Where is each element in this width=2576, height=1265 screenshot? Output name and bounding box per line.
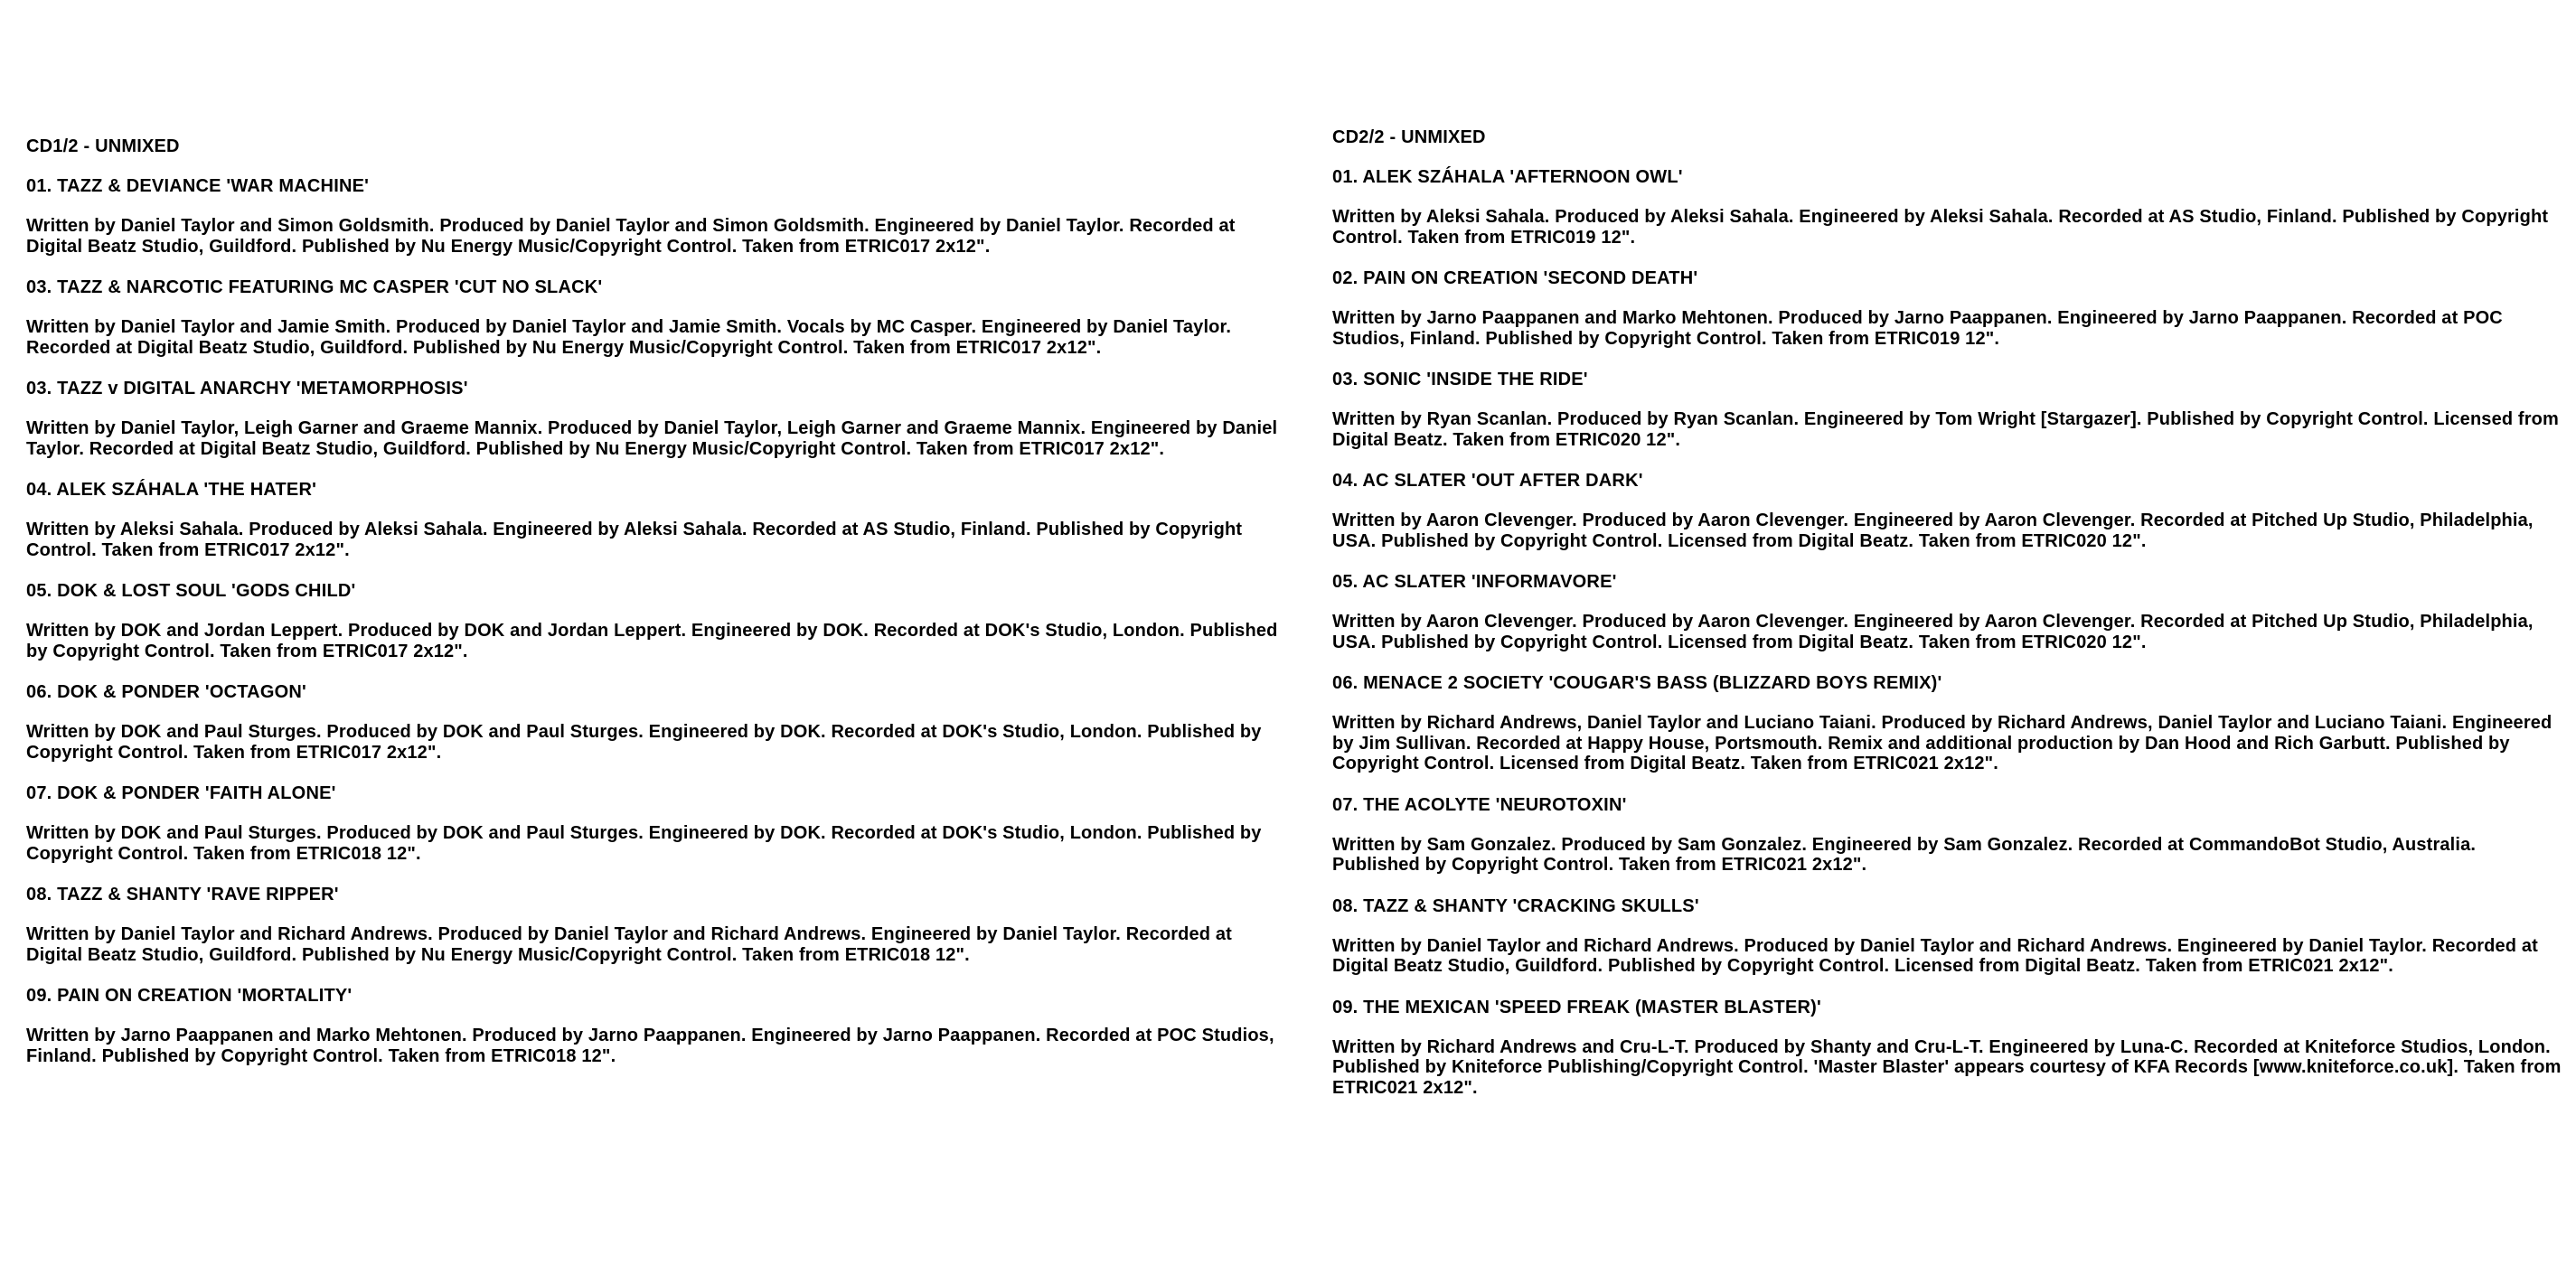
track-title: 06. MENACE 2 SOCIETY 'COUGAR'S BASS (BLIZZARD BOYS REMIX)'	[1332, 673, 1942, 693]
track-credits: Written by DOK and Jordan Leppert. Produced by DOK and Jordan Leppert. Engineered by DOK. Recorded at DOK's Studio, London. Published by Copyright Control. Taken from ETRIC017 2x12".	[26, 621, 1278, 661]
track-item	[26, 782, 1292, 864]
disc2-heading: CD2/2 - UNMIXED	[1332, 127, 1486, 147]
track-item	[1332, 166, 2562, 248]
track-credits: Written by Aleksi Sahala. Produced by Aleksi Sahala. Engineered by Aleksi Sahala. Recorded at AS Studio, Finland. Published by Copyright Control. Taken from ETRIC017 2x12".	[26, 520, 1243, 560]
track-credits: Written by Daniel Taylor and Richard Andrews. Produced by Daniel Taylor and Richard Andrews. Engineered by Daniel Taylor. Recorded at Digital Beatz Studio, Guildford. Published by Copyright Control. Licensed from Digital Beatz. Taken from ETRIC021 2x12".	[1332, 935, 2538, 976]
track-credits: Written by DOK and Paul Sturges. Produced by DOK and Paul Sturges. Engineered by DOK. Recorded at DOK's Studio, London. Published by Copyright Control. Taken from ETRIC017 2x12".	[26, 722, 1262, 763]
track-item	[26, 276, 1292, 358]
track-credits: Written by Aaron Clevenger. Produced by Aaron Clevenger. Engineered by Aaron Clevenger. Recorded at Pitched Up Studio, Philadelphia, USA. Published by Copyright Control. Licensed from Digital Beatz. Taken from ETRIC020 12".	[1332, 511, 2534, 551]
track-title: 07. THE ACOLYTE 'NEUROTOXIN'	[1332, 794, 1627, 815]
track-item	[26, 681, 1292, 763]
track-item	[26, 884, 1292, 965]
track-credits: Written by Daniel Taylor and Simon Goldsmith. Produced by Daniel Taylor and Simon Goldsmith. Engineered by Daniel Taylor. Recorded at Digital Beatz Studio, Guildford. Published by Nu Energy Music/Copyright Control. Taken from ETRIC017 2x12".	[26, 216, 1236, 257]
track-item	[26, 378, 1292, 459]
track-title: 02. PAIN ON CREATION 'SECOND DEATH'	[1332, 268, 1698, 288]
track-item	[1332, 571, 2562, 652]
track-credits: Written by DOK and Paul Sturges. Produced by DOK and Paul Sturges. Engineered by DOK. Recorded at DOK's Studio, London. Published by Copyright Control. Taken from ETRIC018 12".	[26, 823, 1262, 864]
track-item	[26, 175, 1292, 257]
track-item	[1332, 369, 2562, 450]
track-credits: Written by Aaron Clevenger. Produced by Aaron Clevenger. Engineered by Aaron Clevenger. Recorded at Pitched Up Studio, Philadelphia, USA. Published by Copyright Control. Licensed from Digital Beatz. Taken from ETRIC020 12".	[1332, 612, 2534, 652]
track-item	[1332, 794, 2562, 876]
track-title: 08. TAZZ & SHANTY 'CRACKING SKULLS'	[1332, 895, 1699, 916]
track-item	[26, 985, 1292, 1066]
track-credits: Written by Jarno Paappanen and Marko Mehtonen. Produced by Jarno Paappanen. Engineered by Jarno Paappanen. Recorded at POC Studios, Finland. Published by Copyright Control. Taken from ETRIC019 12".	[1332, 308, 2503, 349]
track-item	[26, 479, 1292, 560]
track-credits: Written by Richard Andrews and Cru-L-T. Produced by Shanty and Cru-L-T. Engineered by Luna-C. Recorded at Kniteforce Studios, London. Published by Kniteforce Publishing/Copyright Control. 'Master Blaster' appears courtesy of KFA Records [www.kniteforce.co.uk]. Taken from ETRIC021 2x12".	[1332, 1036, 2562, 1098]
track-title: 08. TAZZ & SHANTY 'RAVE RIPPER'	[26, 885, 339, 904]
track-item	[26, 580, 1292, 661]
disc1-column	[26, 136, 1292, 1086]
track-credits: Written by Jarno Paappanen and Marko Mehtonen. Produced by Jarno Paappanen. Engineered by Jarno Paappanen. Recorded at POC Studios, Finland. Published by Copyright Control. Taken from ETRIC018 12".	[26, 1026, 1274, 1066]
track-item	[1332, 895, 2562, 977]
track-title: 04. AC SLATER 'OUT AFTER DARK'	[1332, 471, 1643, 491]
track-title: 01. ALEK SZÁHALA 'AFTERNOON OWL'	[1332, 167, 1683, 187]
track-title: 09. THE MEXICAN 'SPEED FREAK (MASTER BLASTER)'	[1332, 997, 1821, 1017]
track-credits: Written by Sam Gonzalez. Produced by Sam Gonzalez. Engineered by Sam Gonzalez. Recorded at CommandoBot Studio, Australia. Published by Copyright Control. Taken from ETRIC021 2x12".	[1332, 834, 2477, 875]
track-title: 04. ALEK SZÁHALA 'THE HATER'	[26, 480, 317, 500]
track-item	[1332, 470, 2562, 551]
track-title: 03. TAZZ v DIGITAL ANARCHY 'METAMORPHOSIS'	[26, 379, 468, 398]
track-item	[1332, 267, 2562, 349]
track-title: 06. DOK & PONDER 'OCTAGON'	[26, 682, 306, 702]
track-title: 03. SONIC 'INSIDE THE RIDE'	[1332, 370, 1588, 389]
track-title: 09. PAIN ON CREATION 'MORTALITY'	[26, 986, 353, 1006]
track-title: 03. TAZZ & NARCOTIC FEATURING MC CASPER 'CUT NO SLACK'	[26, 277, 603, 297]
track-item	[1332, 672, 2562, 774]
track-credits: Written by Daniel Taylor and Richard Andrews. Produced by Daniel Taylor and Richard Andrews. Engineered by Daniel Taylor. Recorded at Digital Beatz Studio, Guildford. Published by Nu Energy Music/Copyright Control. Taken from ETRIC018 12".	[26, 924, 1232, 965]
track-title: 05. AC SLATER 'INFORMAVORE'	[1332, 572, 1617, 592]
track-credits: Written by Daniel Taylor and Jamie Smith. Produced by Daniel Taylor and Jamie Smith. Vocals by MC Casper. Engineered by Daniel Taylor. Recorded at Digital Beatz Studio, Guildford. Published by Nu Energy Music/Copyright Control. Taken from ETRIC017 2x12".	[26, 317, 1232, 358]
track-title: 01. TAZZ & DEVIANCE 'WAR MACHINE'	[26, 176, 370, 196]
disc2-column	[1332, 126, 2562, 1118]
track-credits: Written by Aleksi Sahala. Produced by Aleksi Sahala. Engineered by Aleksi Sahala. Recorded at AS Studio, Finland. Published by Copyright Control. Taken from ETRIC019 12".	[1332, 207, 2549, 248]
track-item	[1332, 997, 2562, 1099]
track-credits: Written by Ryan Scanlan. Produced by Ryan Scanlan. Engineered by Tom Wright [Stargazer]. Published by Copyright Control. Licensed from Digital Beatz. Taken from ETRIC020 12".	[1332, 409, 2559, 450]
track-credits: Written by Daniel Taylor, Leigh Garner and Graeme Mannix. Produced by Daniel Taylor, Leigh Garner and Graeme Mannix. Engineered by Daniel Taylor. Recorded at Digital Beatz Studio, Guildford. Published by Nu Energy Music/Copyright Control. Taken from ETRIC017 2x12".	[26, 418, 1278, 459]
track-credits: Written by Richard Andrews, Daniel Taylor and Luciano Taiani. Produced by Richard Andrews, Daniel Taylor and Luciano Taiani. Engineered by Jim Sullivan. Recorded at Happy House, Portsmouth. Remix and additional production by Dan Hood and Rich Garbutt. Published by Copyright Control. Licensed from Digital Beatz. Taken from ETRIC021 2x12".	[1332, 713, 2552, 773]
disc1-heading: CD1/2 - UNMIXED	[26, 136, 180, 156]
track-title: 07. DOK & PONDER 'FAITH ALONE'	[26, 783, 336, 803]
track-title: 05. DOK & LOST SOUL 'GODS CHILD'	[26, 581, 356, 601]
